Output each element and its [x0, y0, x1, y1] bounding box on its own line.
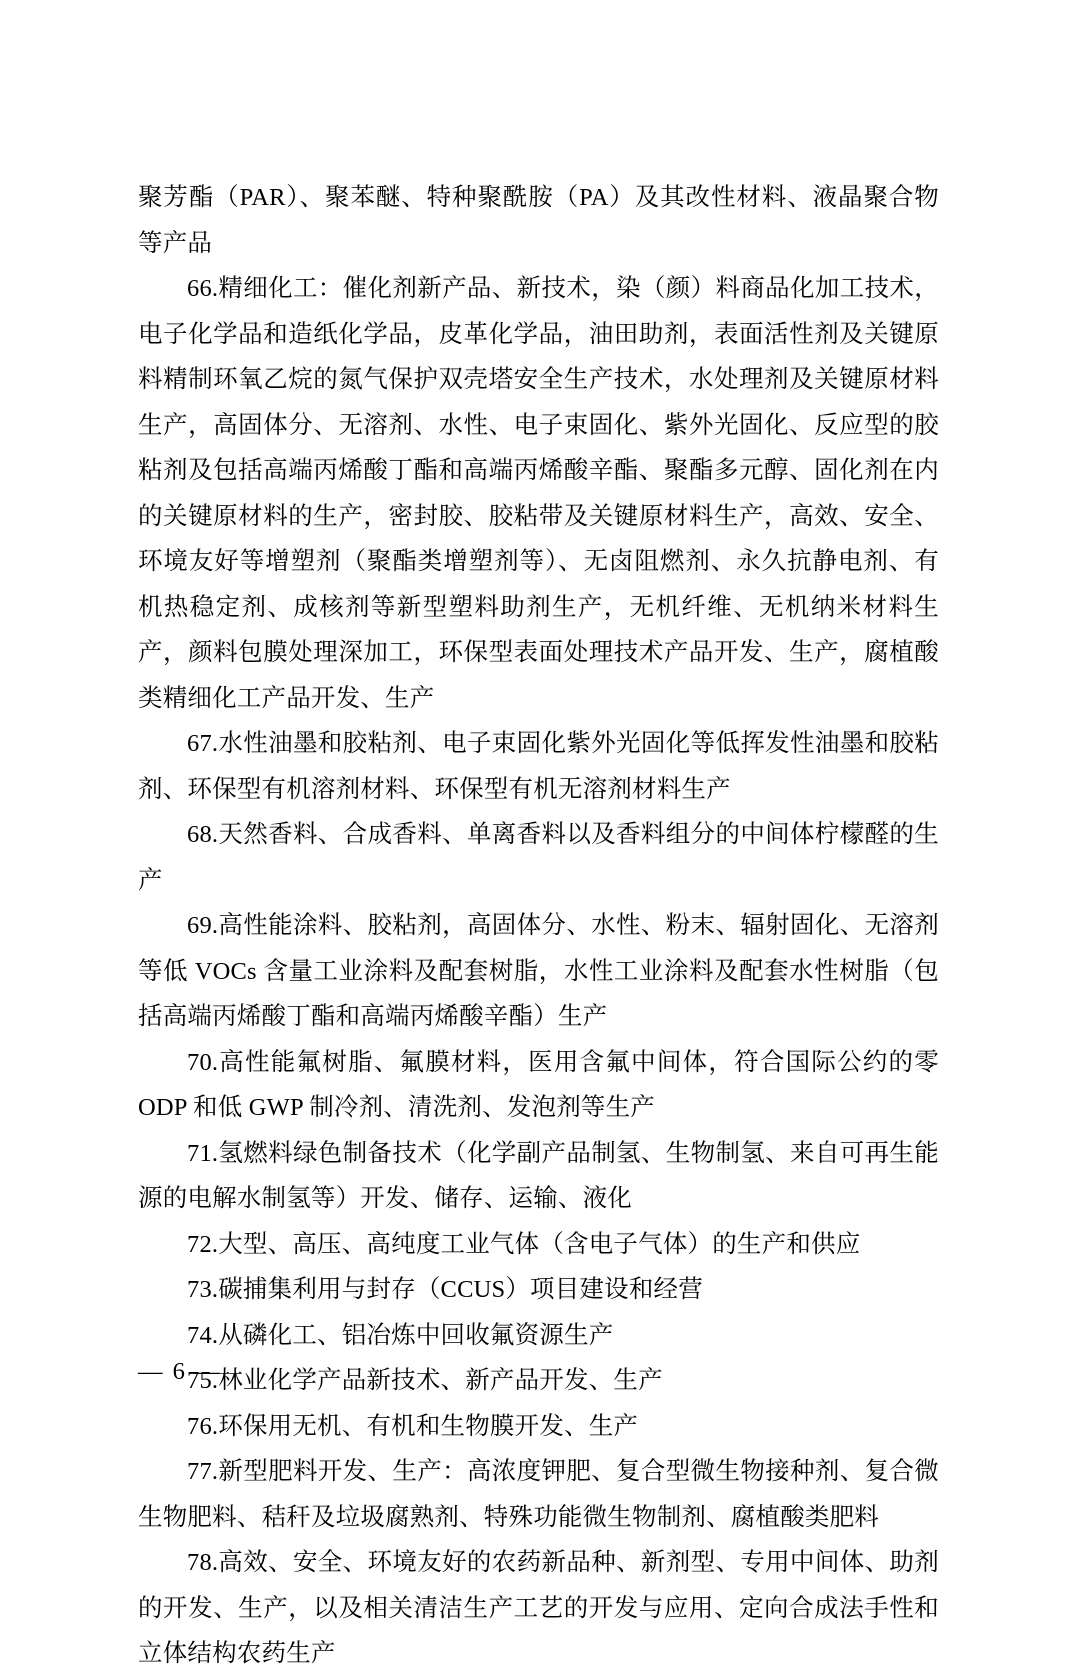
paragraph-item-78: 78.高效、安全、环境友好的农药新品种、新剂型、专用中间体、助剂的开发、生产，以及相关清洁生产工艺的开发与应用、定向合成法手性和立体结构农药生产 [138, 1549, 939, 1667]
paragraph-continuation: 聚芳酯（PAR）、聚苯醚、特种聚酰胺（PA）及其改性材料、液晶聚合物等产品 [138, 184, 939, 257]
paragraph-item-73: 73.碳捕集利用与封存（CCUS）项目建设和经营 [187, 1276, 703, 1303]
document-body [138, 175, 939, 1677]
paragraph-item-71: 71.氢燃料绿色制备技术（化学副产品制氢、生物制氢、来自可再生能源的电解水制氢等）开发、储存、运输、液化 [138, 1139, 939, 1212]
paragraph-item-67: 67.水性油墨和胶粘剂、电子束固化紫外光固化等低挥发性油墨和胶粘剂、环保型有机溶剂材料、环保型有机无溶剂材料生产 [138, 730, 939, 803]
page-number: — 6 — [138, 1358, 222, 1385]
paragraph-item-69: 69.高性能涂料、胶粘剂，高固体分、水性、粉末、辐射固化、无溶剂等低 VOCs 含量工业涂料及配套树脂，水性工业涂料及配套水性树脂（包括高端丙烯酸丁酯和高端丙烯酸辛酯）生产 [138, 912, 939, 1030]
paragraph-item-66: 66.精细化工：催化剂新产品、新技术，染（颜）料商品化加工技术，电子化学品和造纸化学品，皮革化学品，油田助剂，表面活性剂及关键原料精制环氧乙烷的氮气保护双壳塔安全生产技术，水处理剂及关键原材料生产，高固体分、无溶剂、水性、电子束固化、紫外光固化、反应型的胶粘剂及包括高端丙烯酸丁酯和高端丙烯酸辛酯、聚酯多元醇、固化剂在内的关键原材料的生产，密封胶、胶粘带及关键原材料生产，高效、安全、环境友好等增塑剂（聚酯类增塑剂等）、无卤阻燃剂、永久抗静电剂、有机热稳定剂、成核剂等新型塑料助剂生产，无机纤维、无机纳米材料生产，颜料包膜处理深加工，环保型表面处理技术产品开发、生产，腐植酸类精细化工产品开发、生产 [138, 275, 939, 712]
paragraph-item-70: 70.高性能氟树脂、氟膜材料，医用含氟中间体，符合国际公约的零 ODP 和低 GWP 制冷剂、清洗剂、发泡剂等生产 [138, 1048, 939, 1121]
paragraph-item-68: 68.天然香料、合成香料、单离香料以及香料组分的中间体柠檬醛的生产 [138, 821, 939, 894]
paragraph-item-77: 77.新型肥料开发、生产：高浓度钾肥、复合型微生物接种剂、复合微生物肥料、秸秆及垃圾腐熟剂、特殊功能微生物制剂、腐植酸类肥料 [138, 1458, 939, 1531]
paragraph-item-74: 74.从磷化工、铝冶炼中回收氟资源生产 [187, 1321, 614, 1349]
paragraph-item-75: 75.林业化学产品新技术、新产品开发、生产 [187, 1367, 663, 1394]
paragraph-item-72: 72.大型、高压、高纯度工业气体（含电子气体）的生产和供应 [187, 1230, 861, 1258]
paragraph-item-76: 76.环保用无机、有机和生物膜开发、生产 [187, 1412, 639, 1440]
